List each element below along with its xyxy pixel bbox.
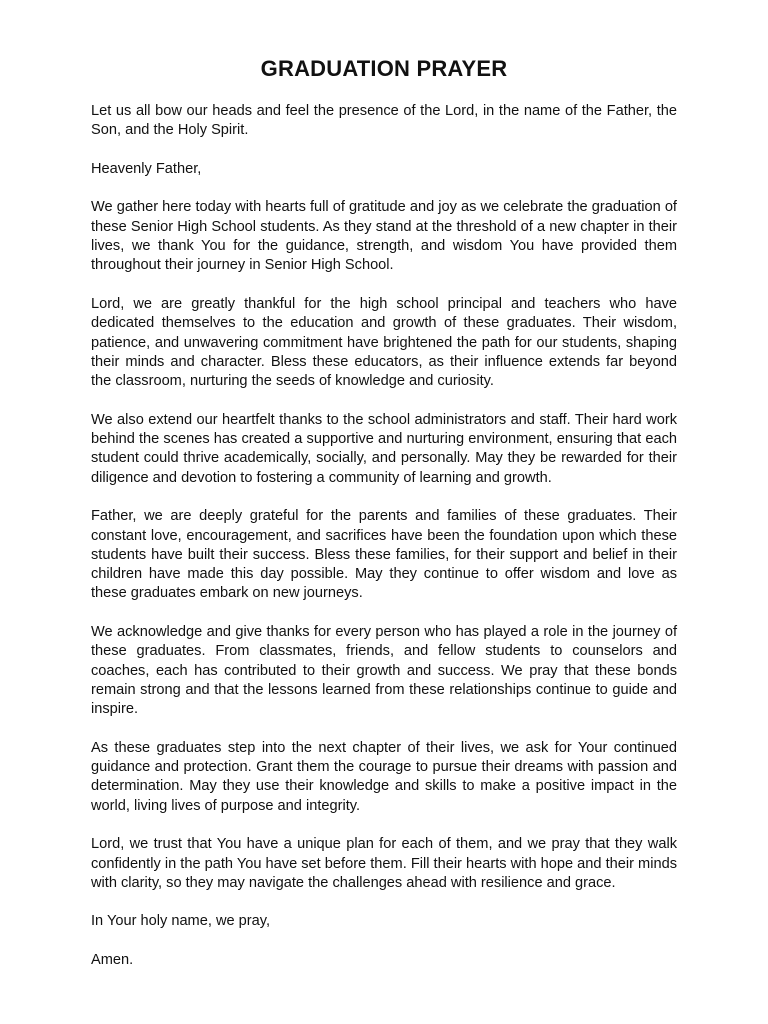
- paragraph-amen: Amen.: [91, 952, 134, 969]
- paragraph-closing: In Your holy name, we pray,: [91, 913, 271, 930]
- document-body: [91, 102, 677, 970]
- paragraph-staff: We also extend our heartfelt thanks to the school administrators and staff. Their hard work behind the scenes has created a supportive and nurturing environment, ensuring that each student could thrive academically, socially, and personally. May they be rewarded for their diligence and devotion to fostering a community of learning and growth.: [91, 411, 677, 486]
- document-title: GRADUATION PRAYER: [260, 56, 508, 81]
- paragraph-trust: Lord, we trust that You have a unique plan for each of them, and we pray that they walk confidently in the path You have set before them. Fill their hearts with hope and their minds with clarity, so they may navigate the challenges ahead with resilience and grace.: [91, 836, 677, 891]
- paragraph-teachers: Lord, we are greatly thankful for the high school principal and teachers who have dedicated themselves to the education and growth of these graduates. Their wisdom, patience, and unwavering commitment have brightened the path for our students, shaping their minds and character. Bless these educators, as their influence extends far beyond the classroom, nurturing the seeds of knowledge and curiosity.: [91, 295, 677, 390]
- paragraph-gratitude: We gather here today with hearts full of gratitude and joy as we celebrate the graduation of these Senior High School students. As they stand at the threshold of a new chapter in their lives, we thank You for the guidance, strength, and wisdom You have provided them throughout their journey in Senior High School.: [91, 199, 677, 274]
- paragraph-parents: Father, we are deeply grateful for the parents and families of these graduates. Their constant love, encouragement, and sacrifices have been the foundation upon which these students have built their success. Bless these families, for their support and belief in their children have made this day possible. May they continue to offer wisdom and love as these graduates embark on new journeys.: [91, 508, 677, 602]
- paragraph-community: We acknowledge and give thanks for every person who has played a role in the journey of these graduates. From classmates, friends, and fellow students to counselors and coaches, each has contributed to their growth and success. We pray that these bonds remain strong and that the lessons learned from these relationships continue to guide and inspire.: [91, 624, 677, 718]
- paragraph-salutation: Heavenly Father,: [91, 160, 202, 177]
- paragraph-guidance: As these graduates step into the next chapter of their lives, we ask for Your continued guidance and protection. Grant them the courage to pursue their dreams with passion and determination. May they use their knowledge and skills to make a positive impact in the world, living lives of purpose and integrity.: [91, 739, 677, 814]
- paragraph-invocation: Let us all bow our heads and feel the presence of the Lord, in the name of the Father, the Son, and the Holy Spirit.: [91, 103, 677, 139]
